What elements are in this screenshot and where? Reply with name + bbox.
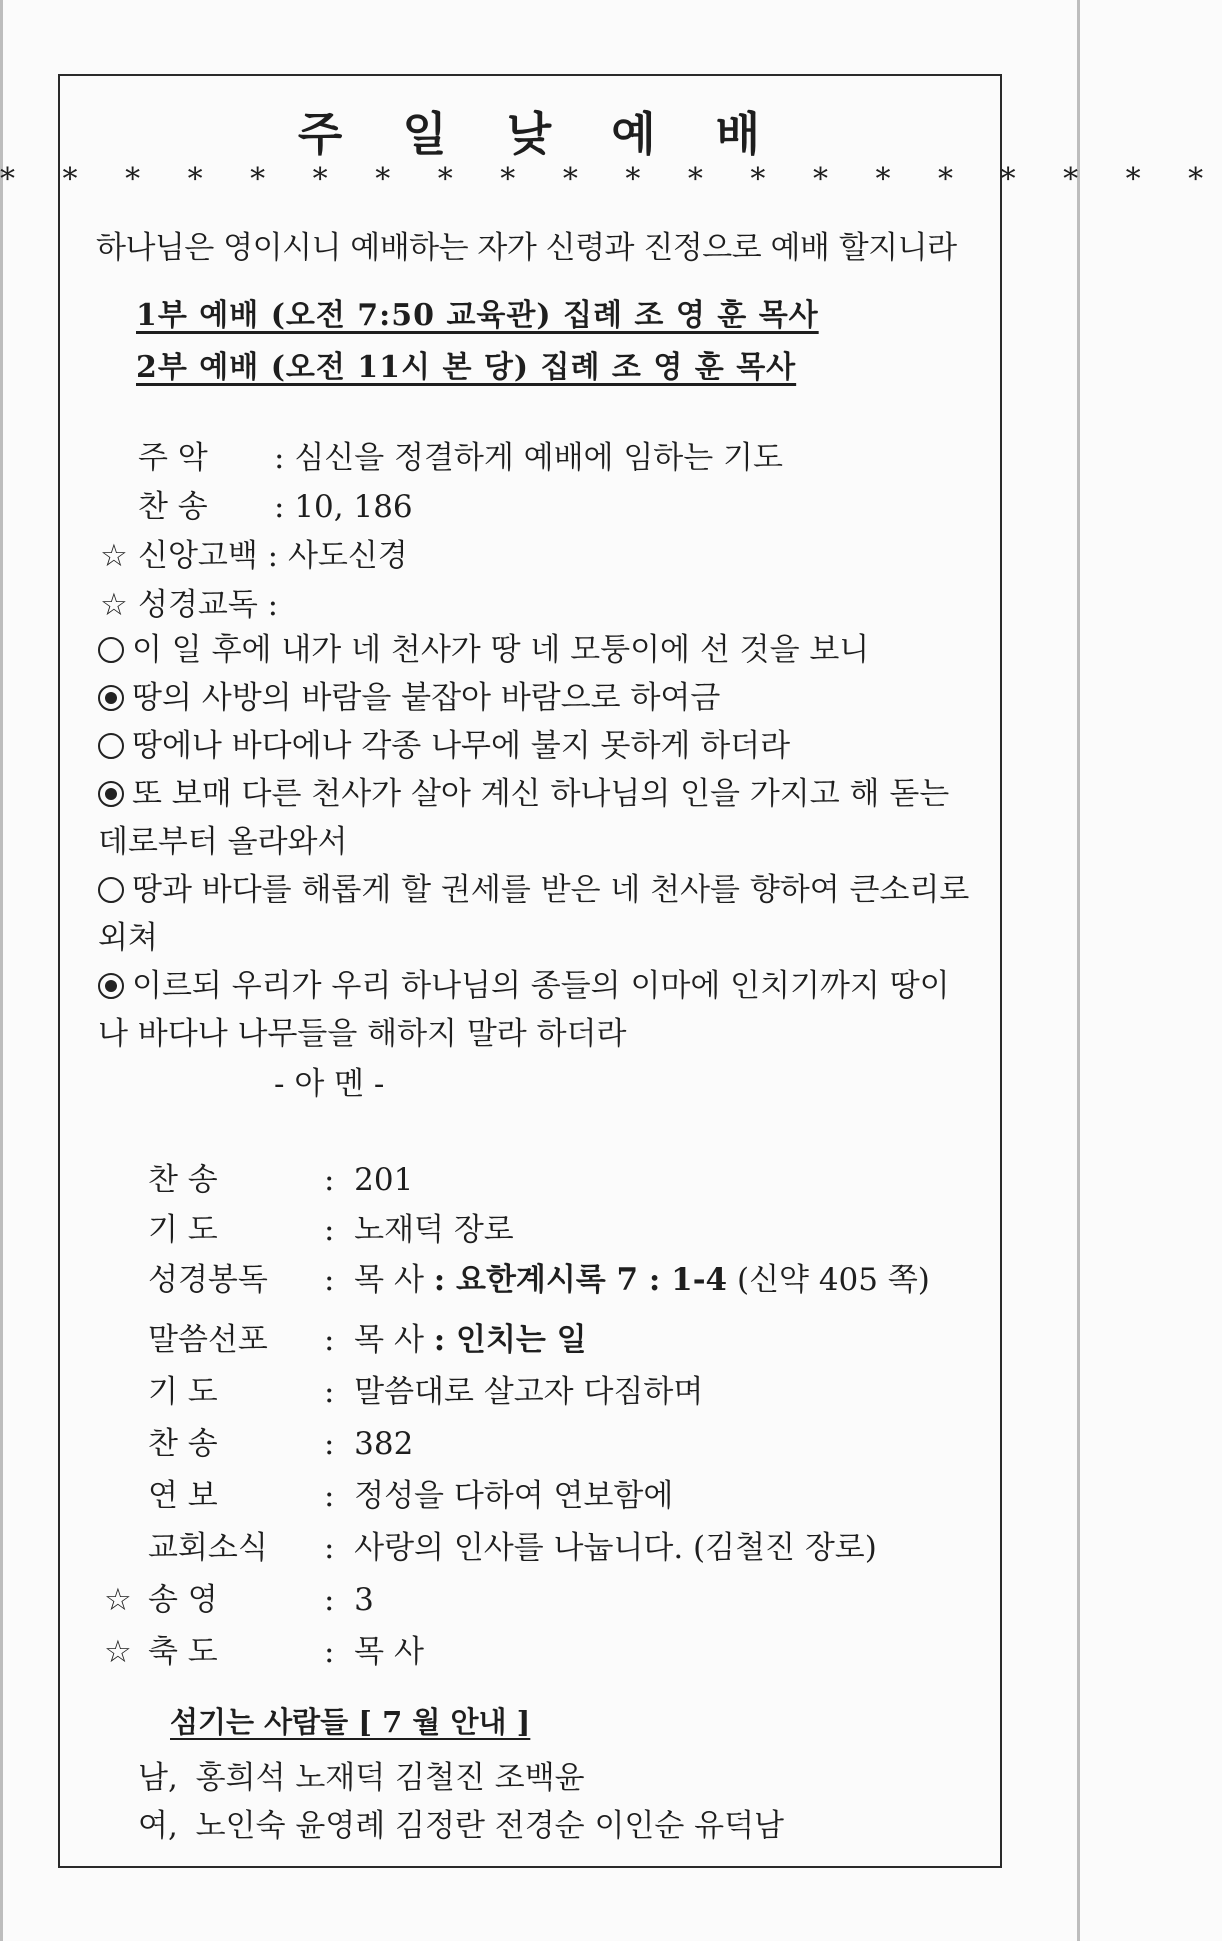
servers-row (138, 1752, 585, 1797)
order-row: 기 도 : 노재덕 장로 (148, 1204, 514, 1249)
order-row: 연 보 : 정성을 다하여 연보함에 (148, 1470, 673, 1515)
order-value: 정성을 다하여 연보함에 (354, 1478, 674, 1514)
scripture-reference: : 요한계시록 7 : 1-4 (433, 1262, 728, 1298)
order-label: 말씀선포 (148, 1322, 268, 1358)
order-row: 주 악 : 심신을 정결하게 예배에 임하는 기도 (104, 432, 783, 477)
order-label: 찬 송 (148, 1426, 218, 1462)
star-mark: ☆ (104, 1634, 132, 1670)
order-label: 기 도 (148, 1374, 218, 1410)
filled-circle-icon (98, 685, 124, 711)
order-value: 10, 186 (294, 489, 413, 525)
order-row: ☆ 송 영 : 3 (104, 1574, 374, 1619)
order-label: 성경교독 (138, 587, 258, 623)
service-2: 2부 예배 (오전 11시 본 당) 집례 조 영 훈 목사 (136, 350, 797, 385)
order-value: 382 (354, 1426, 414, 1462)
order-row: 기 도 : 말씀대로 살고자 다짐하며 (148, 1366, 703, 1411)
order-label: 주 악 (138, 440, 208, 476)
order-label: 교회소식 (148, 1530, 268, 1566)
order-value: 목 사 (354, 1322, 434, 1358)
order-row: ☆ 신앙고백 : 사도신경 (100, 538, 408, 574)
order-value: 목 사 (354, 1634, 424, 1670)
amen: - 아 멘 - (274, 1066, 385, 1102)
star-mark: ☆ (100, 587, 128, 623)
servers-label: 여, (138, 1808, 178, 1844)
filled-circle-icon (98, 973, 124, 999)
order-row: 찬 송 : 10, 186 (104, 481, 413, 526)
servers-row (138, 1800, 784, 1845)
reading-line: 땅의 사방의 바람을 붙잡아 바람으로 하여금 (98, 674, 720, 722)
order-label: 신앙고백 (138, 538, 258, 574)
service-1: 1부 예배 (오전 7:50 교육관) 집례 조 영 훈 목사 (136, 298, 819, 333)
order-row: 교회소식 : 사랑의 인사를 나눕니다. (김철진 장로) (148, 1522, 877, 1567)
order-value: 말씀대로 살고자 다짐하며 (354, 1374, 704, 1410)
order-label: 성경봉독 (148, 1262, 268, 1298)
order-value: 3 (354, 1582, 374, 1618)
reading-line: 또 보매 다른 천사가 살아 계신 하나님의 인을 가지고 해 돋는 데로부터 올라와서 (98, 776, 950, 860)
order-value: 사랑의 인사를 나눕니다. (김철진 장로) (354, 1530, 877, 1566)
order-row: 찬 송 : 382 (148, 1418, 413, 1463)
servers-names: 홍희석 노재덕 김철진 조백윤 (195, 1760, 585, 1796)
star-mark: ☆ (100, 538, 128, 574)
reading-line: 이 일 후에 내가 네 천사가 땅 네 모퉁이에 선 것을 보니 (98, 626, 869, 674)
page-edge-left (0, 0, 3, 1941)
reading-line: 땅에나 바다에나 각종 나무에 불지 못하게 하더라 (98, 722, 790, 770)
empty-circle-icon (98, 877, 124, 903)
order-label: 송 영 (148, 1582, 218, 1618)
order-value: 노재덕 장로 (354, 1212, 514, 1248)
servers-heading: 섬기는 사람들 [ 7 월 안내 ] (170, 1705, 531, 1739)
servers-label: 남, (138, 1760, 178, 1796)
order-value: 심신을 정결하게 예배에 임하는 기도 (294, 440, 783, 476)
opening-verse: 하나님은 영이시니 예배하는 자가 신령과 진정으로 예배 할지니라 (96, 230, 957, 266)
order-row: ☆ 성경교독 : (100, 587, 279, 623)
reading-line: 이르되 우리가 우리 하나님의 종들의 이마에 인치기까지 땅이나 바다나 나무들을 해하지 말라 하더라 (98, 968, 950, 1052)
empty-circle-icon (98, 637, 124, 663)
order-label: 축 도 (148, 1634, 218, 1670)
filled-circle-icon (98, 781, 124, 807)
page-edge-right (1077, 0, 1080, 1941)
order-row: 찬 송 : 201 (148, 1154, 413, 1199)
order-value: 사도신경 (287, 538, 408, 574)
order-value: 목 사 (354, 1262, 434, 1298)
star-mark: ☆ (104, 1582, 132, 1618)
order-row: 말씀선포 : 목 사 : 인치는 일 (148, 1314, 587, 1359)
empty-circle-icon (98, 733, 124, 759)
order-label: 연 보 (148, 1478, 218, 1514)
order-label: 찬 송 (148, 1162, 218, 1198)
sermon-title: : 인치는 일 (433, 1322, 587, 1358)
servers-names: 노인숙 윤영례 김정란 전경순 이인순 유덕남 (195, 1808, 784, 1844)
order-row: ☆ 축 도 : 목 사 (104, 1626, 424, 1671)
order-label: 찬 송 (138, 489, 208, 525)
reading-line: 땅과 바다를 해롭게 할 권세를 받은 네 천사를 향하여 큰소리로 외쳐 (98, 872, 970, 956)
order-row: 성경봉독 : 목 사 : 요한계시록 7 : 1-4 (신약 405 쪽) (148, 1254, 930, 1299)
page-title: 주 일 낮 예 배 (297, 107, 783, 161)
order-value: 201 (354, 1162, 414, 1198)
star-divider: * * * * * * * * * * * * * * * * * * * * (0, 162, 1222, 197)
order-label: 기 도 (148, 1212, 218, 1248)
